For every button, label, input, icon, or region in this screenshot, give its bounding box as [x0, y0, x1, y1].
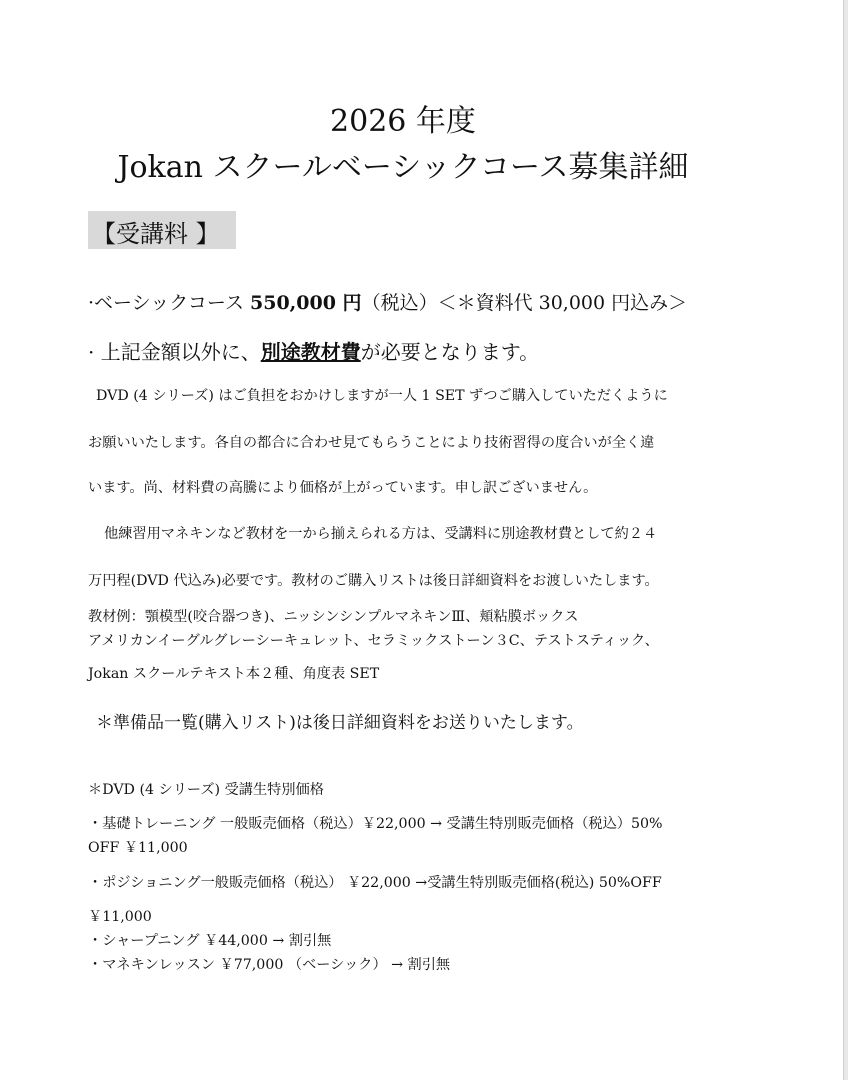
materials-example-line: アメリカンイーグルグレーシーキュレット、セラミックストーン３C、テストスティック、	[88, 633, 659, 649]
preparation-note: ＊準備品一覧(購入リスト)は後日詳細資料をお送りいたします。	[96, 713, 584, 733]
dvd-price-positioning-cont: ￥11,000	[88, 909, 152, 925]
course-price-prefix: ·ベーシックコース	[88, 292, 250, 314]
title-year: 2026 年度	[330, 104, 476, 139]
course-price-amount: 550,000 円	[250, 292, 362, 314]
extra-fee-emphasis: 別途教材費	[260, 340, 361, 364]
extra-fee-line	[88, 336, 539, 365]
extra-fee-suffix: が必要となります。	[360, 340, 540, 364]
dvd-price-sharpening: ・シャープニング ￥44,000 → 割引無	[88, 933, 332, 949]
paragraph-line: います。尚、材料費の高騰により価格が上がっています。申し訳ございません。	[88, 480, 598, 496]
paragraph-line: 他練習用マネキンなど教材を一から揃えられる方は、受講料に別途教材費として約２４	[104, 526, 658, 542]
section-heading-fee: 【受講料 】	[92, 220, 220, 248]
paragraph-line: お願いいたします。各自の都合に合わせ見てもらうことにより技術習得の度合いが全く違	[88, 435, 655, 451]
page-edge	[843, 0, 848, 1080]
dvd-price-basic: ・基礎トレーニング 一般販売価格（税込）￥22,000 → 受講生特別販売価格（税込）50%	[88, 816, 663, 832]
dvd-price-mannequin: ・マネキンレッスン ￥77,000 （ベーシック） → 割引無	[88, 957, 451, 973]
materials-example-line: 教材例：顎模型(咬合器つき)、ニッシンシンプルマネキンⅢ、頬粘膜ボックス	[88, 609, 579, 625]
course-price-line	[88, 288, 687, 315]
dvd-price-positioning: ・ポジショニング一般販売価格（税込） ￥22,000 →受講生特別販売価格(税込) 50%OFF	[88, 875, 662, 891]
paragraph-line: DVD (4 シリーズ) はご負担をおかけしますが一人 1 SET ずつご購入していただくように	[96, 388, 668, 404]
materials-example-line: Jokan スクールテキスト本２種、角度表 SET	[88, 666, 380, 682]
dvd-price-basic-cont: OFF ￥11,000	[88, 840, 188, 856]
extra-fee-prefix: · 上記金額以外に、	[88, 340, 261, 364]
dvd-heading: ＊DVD (4 シリーズ) 受講生特別価格	[88, 782, 324, 798]
course-price-suffix: （税込）＜＊資料代 30,000 円込み＞	[361, 292, 688, 314]
page-title: Jokan スクールベーシックコース募集詳細	[117, 150, 689, 185]
paragraph-line: 万円程(DVD 代込み)必要です。教材のご購入リストは後日詳細資料をお渡しいたします。	[88, 573, 659, 589]
